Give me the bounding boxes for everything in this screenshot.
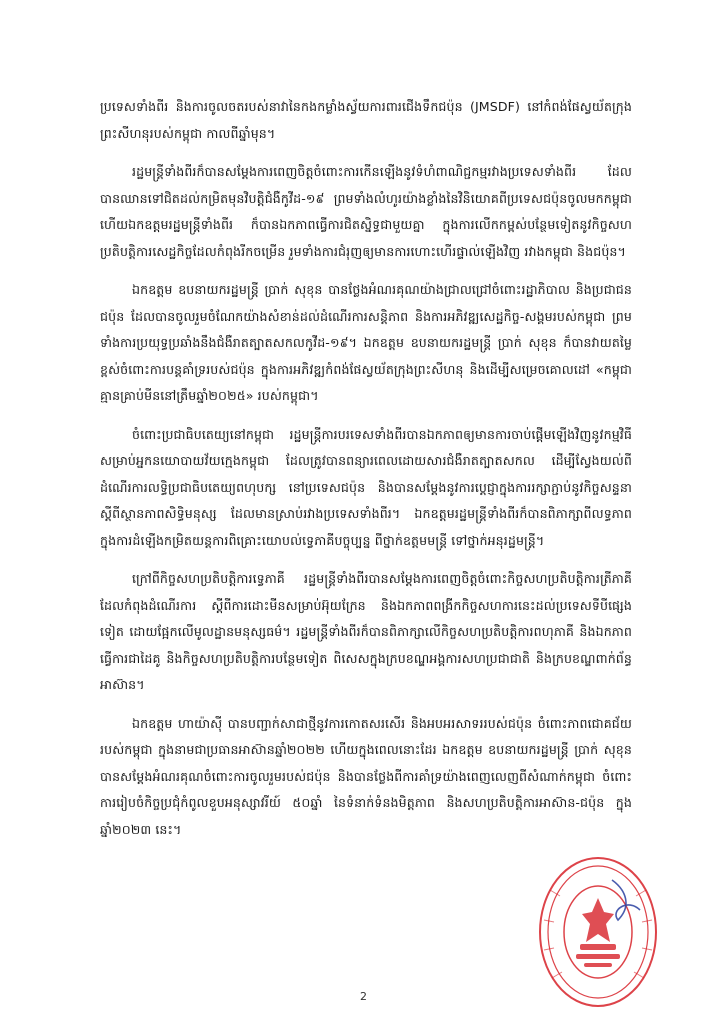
document-body [100, 94, 632, 855]
paragraph-1: ប្រទេសទាំងពីរ និងការចូលចតរបស់នាវានៃកងកម្លាំងស្វ័យការពារជើងទឹកជប៉ុន (JMSDF) នៅកំពង់ផែស្វយ័តក្រុងព្រះសីហនុរបស់កម្ពុជា កាលពីឆ្នាំមុន។ [100, 99, 632, 141]
official-seal [536, 850, 661, 1010]
paragraph-2: រដ្ឋមន្ត្រីទាំងពីរក៏បានសម្តែងការពេញចិត្តចំពោះការកើនឡើងនូវទំហំពាណិជ្ជកម្មរវាងប្រទេសទាំងពីរ ដែលបានឈានទៅជិតដល់កម្រិតមុនវិបត្តិជំងឺកូវីដ-១៩ ព្រមទាំងលំហូរយ៉ាងខ្លាំងនៃវិនិយោគពីប្រទេសជប៉ុនចូលមកកម្ពុជា ហើយឯកឧត្តមរដ្ឋមន្ត្រីទាំងពីរ ក៏បានឯកភាពធ្វើការជិតស្និទ្ធជាមួយគ្នា ក្នុងការលើកកម្ពស់បន្ថែមទៀតនូវកិច្ចសហប្រតិបត្តិការសេដ្ឋកិច្ចដែលកំពុងរីកចម្រើន រួមទាំងការជំរុញឲ្យមានការហោះហើរផ្ទាល់ឡើងវិញ រវាងកម្ពុជា និងជប៉ុន។ [100, 164, 632, 259]
paragraph-4: ចំពោះប្រជាធិបតេយ្យនៅកម្ពុជា រដ្ឋមន្ត្រីការបរទេសទាំងពីរបានឯកភាពឲ្យមានការចាប់ផ្តើមឡើងវិញនូវកម្មវិធីសម្រាប់អ្នកនយោបាយវ័យក្មេងកម្ពុជា ដែលត្រូវបានពន្យារពេលដោយសារជំងឺរាតត្បាតសកល ដើម្បីស្វែងយល់ពីដំណើរការលទ្ធិប្រជាធិបតេយ្យពហុបក្ស នៅប្រទេសជប៉ុន និងបានសម្តែងនូវការប្តេជ្ញាក្នុងការរក្សាភ្ជាប់នូវកិច្ចសន្ទនា ស្តីពីស្ថានភាពសិទ្ធិមនុស្ស ដែលមានស្រាប់រវាងប្រទេសទាំងពីរ។ ឯកឧត្តមរដ្ឋមន្ត្រីទាំងពីរក៏បានពិភាក្សាពីលទ្ធភាព ក្នុងការដំឡើងកម្រិតយន្តការពិគ្រោះយោបល់ទ្វេភាគីបច្ចុប្បន្ន ពីថ្នាក់ឧត្តមមន្ត្រី ទៅថ្នាក់អនុរដ្ឋមន្ត្រី។ [100, 426, 632, 548]
paragraph-3: ឯកឧត្តម ឧបនាយករដ្ឋមន្ត្រី ប្រាក់ សុខុន បានថ្លែងអំណរគុណយ៉ាងជ្រាលជ្រៅចំពោះរដ្ឋាភិបាល និងប្រជាជនជប៉ុន ដែលបានចូលរួមចំណែកយ៉ាងសំខាន់ដល់ដំណើរការសន្តិភាព និងការអភិវឌ្ឍសេដ្ឋកិច្ច-សង្គមរបស់កម្ពុជា ព្រមទាំងការប្រយុទ្ធប្រឆាំងនឹងជំងឺរាតត្បាតសកលកូវីដ-១៩។ ឯកឧត្តម ឧបនាយករដ្ឋមន្ត្រី ប្រាក់ សុខុន ក៏បានវាយតម្លៃខ្ពស់ចំពោះការបន្តគាំទ្ររបស់ជប៉ុន ក្នុងការអភិវឌ្ឍកំពង់ផែស្វយ័តក្រុងព្រះសីហនុ និងដើម្បីសម្រេចគោលដៅ «កម្ពុជាគ្មានគ្រាប់មីននៅត្រឹមឆ្នាំ២០២៥» របស់កម្ពុជា។ [100, 282, 632, 403]
paragraph-6: ឯកឧត្តម ហាយ៉ាស៊ី បានបញ្ជាក់សាជាថ្មីនូវការកោតសរសើរ និងអបអរសាទររបស់ជប៉ុន ចំពោះភាពជោគជ័យរបស់កម្ពុជា ក្នុងនាមជាប្រធានអាស៊ានឆ្នាំ២០២២ ហើយក្នុងពេលនោះដែរ ឯកឧត្តម ឧបនាយករដ្ឋមន្ត្រី ប្រាក់ សុខុន បានសម្តែងអំណរគុណចំពោះការចូលរួមរបស់ជប៉ុន និងបានថ្លែងពីការគាំទ្រយ៉ាងពេញលេញពីសំណាក់កម្ពុជា ចំពោះការរៀបចំកិច្ចប្រជុំកំពូលខួបអនុស្សាវរីយ៍ ៥០ឆ្នាំ នៃទំនាក់ទំនងមិត្តភាព និងសហប្រតិបត្តិការអាស៊ាន-ជប៉ុន ក្នុងឆ្នាំ២០២៣ នេះ។ [100, 715, 632, 837]
paragraph-5: ក្រៅពីកិច្ចសហប្រតិបត្តិការទ្វេភាគី រដ្ឋមន្ត្រីទាំងពីរបានសម្តែងការពេញចិត្តចំពោះកិច្ចសហប្រតិបត្តិការត្រីភាគី ដែលកំពុងដំណើរការ ស្តីពីការដោះមីនសម្រាប់អ៊ុយក្រែន និងឯកភាពពង្រីកកិច្ចសហការនេះដល់ប្រទេសទីបីផ្សេងទៀត ដោយផ្អែកលើមូលដ្ឋានមនុស្សធម៌។ រដ្ឋមន្ត្រីទាំងពីរក៏បានពិភាក្សាលើកិច្ចសហប្រតិបត្តិការពហុភាគី និងឯកភាពធ្វើការជាដៃគូ និងកិច្ចសហប្រតិបត្តិការបន្ថែមទៀត ពិសេសក្នុងក្របខណ្ឌអង្គការសហប្រជាជាតិ និងក្របខណ្ឌពាក់ព័ន្ធអាស៊ាន។ [100, 571, 632, 692]
page-number: 2 [360, 990, 367, 1003]
seal-stamp-icon [536, 850, 661, 1010]
